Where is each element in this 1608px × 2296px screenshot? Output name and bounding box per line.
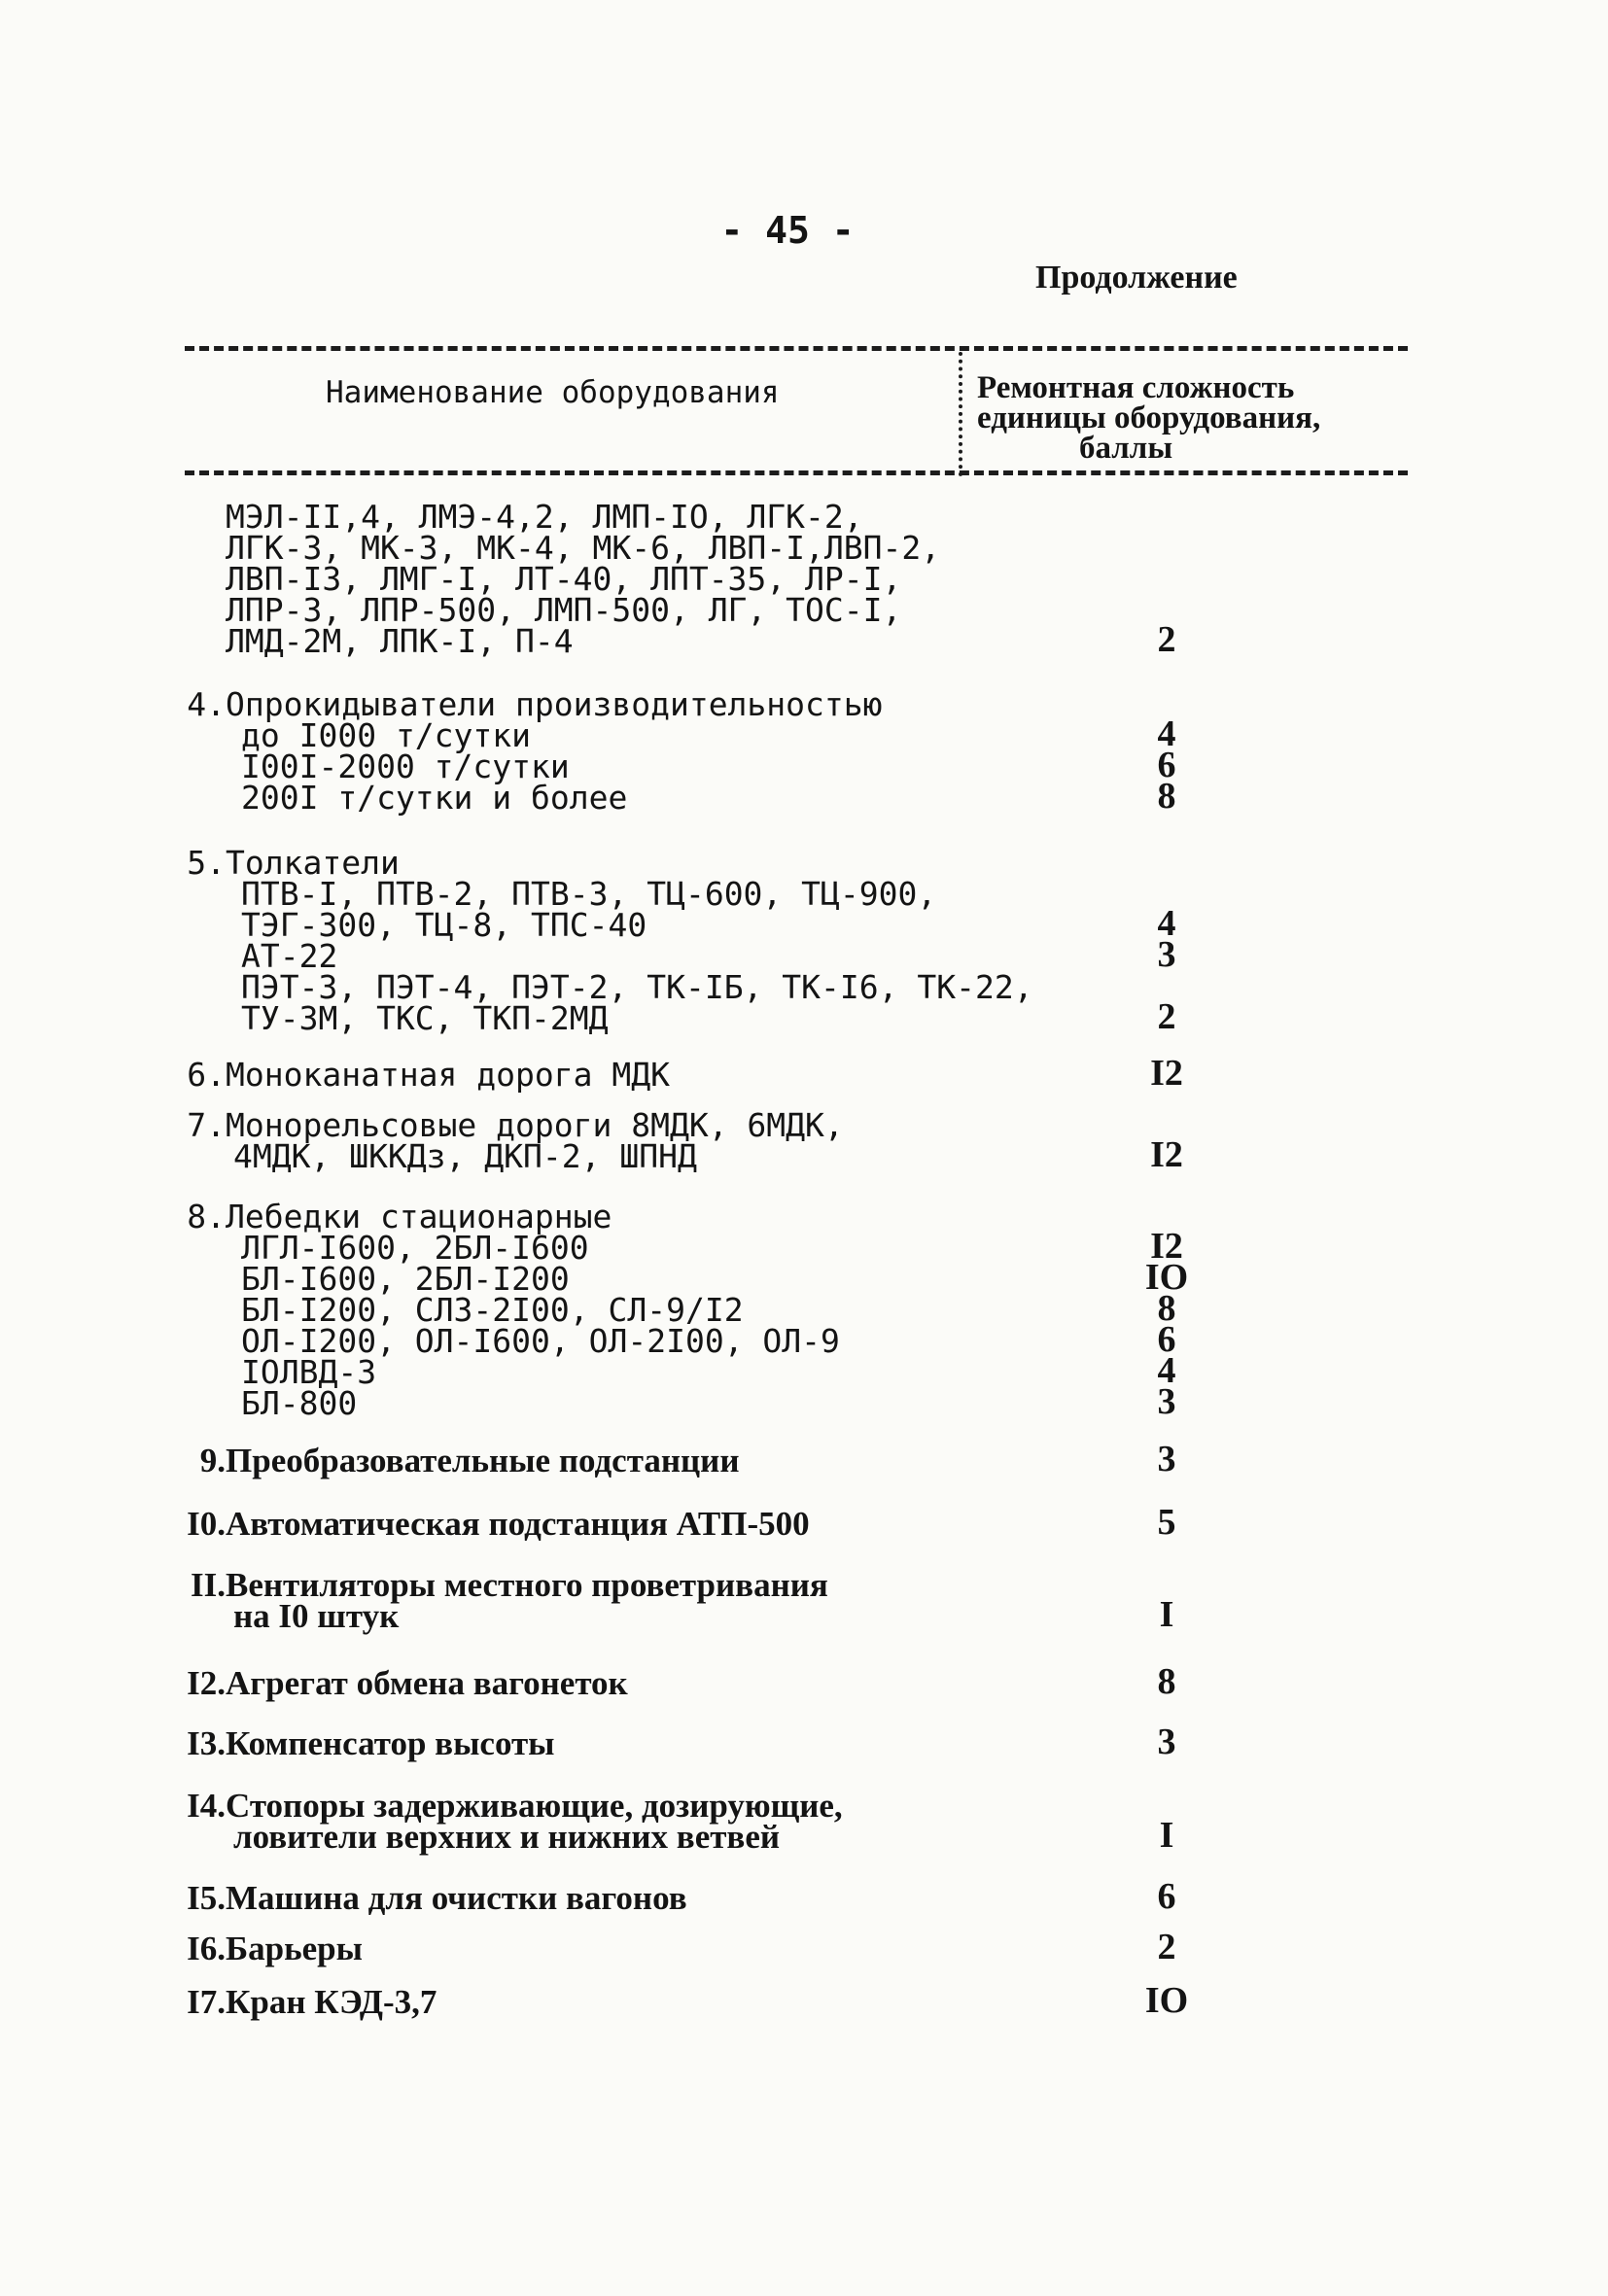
equipment-name <box>226 1056 1042 1094</box>
header-complexity-line: баллы <box>1079 431 1173 466</box>
equipment-name-line: I00I-2000 т/сутки <box>241 748 570 785</box>
complexity-value: 8 <box>1157 1288 1176 1329</box>
equipment-name-line: на I0 штук <box>233 1597 400 1635</box>
complexity-value: 3 <box>1157 1439 1176 1479</box>
equipment-name-line: IОЛВД-3 <box>241 1353 377 1391</box>
complexity-value: 8 <box>1157 1661 1176 1702</box>
equipment-name-line: Агрегат обмена вагонеток <box>226 1664 628 1702</box>
equipment-name-line: Монорельсовые дороги 8МДК, 6МДК, <box>226 1106 844 1144</box>
complexity-value: 2 <box>1157 619 1176 660</box>
equipment-name-line: Компенсатор высоты <box>226 1724 555 1762</box>
item-number: 8. <box>187 1198 226 1235</box>
equipment-name <box>226 1198 1042 1422</box>
equipment-name <box>226 498 1042 660</box>
equipment-name <box>226 1724 1042 1762</box>
complexity-value: 6 <box>1157 1876 1176 1917</box>
equipment-name <box>226 1983 1042 2021</box>
item-number: I2. <box>187 1664 226 1702</box>
complexity-value: 6 <box>1157 745 1176 785</box>
complexity-value: I2 <box>1150 1226 1183 1267</box>
item-number: 9. <box>199 1442 226 1479</box>
equipment-name-line: Вентиляторы местного проветривания <box>226 1566 828 1604</box>
header-complexity-line: Ремонтная сложность <box>977 370 1295 405</box>
table-header-rule <box>185 470 1408 475</box>
column-separator <box>959 352 962 476</box>
item-number: I7. <box>187 1983 226 2021</box>
equipment-name-line: МЭЛ-II,4, ЛМЭ-4,2, ЛМП-IO, ЛГК-2, <box>226 498 863 536</box>
equipment-name-line: БЛ-800 <box>241 1384 358 1422</box>
complexity-value: 4 <box>1157 1350 1176 1391</box>
item-number: I5. <box>187 1879 226 1917</box>
equipment-name-line: Преобразовательные подстанции <box>226 1442 740 1479</box>
complexity-value: 8 <box>1157 776 1176 817</box>
item-number: II. <box>191 1566 226 1604</box>
equipment-name-line: ЛМД-2М, ЛПК-I, П-4 <box>226 622 574 660</box>
equipment-name <box>226 1879 1042 1917</box>
equipment-name-line: ловители верхних и нижних ветвей <box>233 1818 781 1856</box>
item-number: I4. <box>187 1787 226 1825</box>
item-number: 5. <box>187 844 226 882</box>
complexity-value: I <box>1159 1594 1174 1635</box>
equipment-name-line: Стопоры задерживающие, дозирующие, <box>226 1787 843 1825</box>
equipment-name-line: ЛВП-I3, ЛМГ-I, ЛТ-40, ЛПТ-35, ЛР-I, <box>226 560 902 598</box>
complexity-value: 6 <box>1157 1319 1176 1360</box>
equipment-name-line: 200I т/сутки и более <box>241 779 628 817</box>
equipment-name-line: Моноканатная дорога МДК <box>226 1056 670 1094</box>
equipment-name-line: Машина для очистки вагонов <box>226 1879 687 1917</box>
equipment-name-line: до I000 т/сутки <box>241 716 532 754</box>
complexity-value: 2 <box>1157 996 1176 1037</box>
complexity-value: 2 <box>1157 1927 1176 1967</box>
complexity-value: 3 <box>1157 1381 1176 1422</box>
equipment-name-line: АТ-22 <box>241 937 338 975</box>
equipment-name <box>226 1505 1042 1543</box>
equipment-name <box>226 1664 1042 1702</box>
equipment-name-line: ЛПР-3, ЛПР-500, ЛМП-500, ЛГ, ТОС-I, <box>226 591 902 629</box>
equipment-name <box>226 1930 1042 1967</box>
item-number: I3. <box>187 1724 226 1762</box>
equipment-name <box>226 685 1042 817</box>
table-top-rule <box>185 346 1408 351</box>
equipment-name-line: ЛГЛ-I600, 2БЛ-I600 <box>241 1229 589 1267</box>
equipment-name-line: Кран КЭД-3,7 <box>226 1983 437 2021</box>
equipment-name <box>226 1106 1042 1175</box>
equipment-name-line: ТУ-3М, ТКС, ТКП-2МД <box>241 999 609 1037</box>
complexity-value: I2 <box>1150 1053 1183 1094</box>
equipment-name <box>226 1787 1042 1856</box>
header-equipment-name: Наименование оборудования <box>326 375 780 410</box>
page-number: - 45 - <box>720 209 855 252</box>
item-number: I6. <box>187 1930 226 1967</box>
item-number: 6. <box>187 1056 226 1094</box>
item-number: 7. <box>187 1106 226 1144</box>
continuation-label: Продолжение <box>1035 260 1238 296</box>
equipment-name-line: Барьеры <box>226 1930 363 1967</box>
complexity-value: I <box>1159 1815 1174 1856</box>
complexity-value: 5 <box>1157 1502 1176 1543</box>
complexity-value: 4 <box>1157 713 1176 754</box>
complexity-value: 3 <box>1157 934 1176 975</box>
item-number: I0. <box>187 1505 226 1543</box>
equipment-name-line: Толкатели <box>226 844 400 882</box>
item-number: 4. <box>187 685 226 723</box>
complexity-value: 4 <box>1157 903 1176 944</box>
equipment-name-line: БЛ-I600, 2БЛ-I200 <box>241 1260 570 1298</box>
equipment-name <box>226 1442 1042 1479</box>
equipment-name-line: ОЛ-I200, ОЛ-I600, ОЛ-2I00, ОЛ-9 <box>241 1322 840 1360</box>
complexity-value: 3 <box>1157 1722 1176 1762</box>
equipment-name-line: БЛ-I200, СЛЗ-2I00, СЛ-9/I2 <box>241 1291 744 1329</box>
header-repair-complexity <box>977 370 1321 466</box>
equipment-name-line: ТЭГ-300, ТЦ-8, ТПС-40 <box>241 906 647 944</box>
equipment-name-line: Лебедки стационарные <box>226 1198 612 1235</box>
complexity-value: IO <box>1144 1980 1189 2021</box>
complexity-value: IO <box>1144 1257 1189 1298</box>
equipment-name-line: ПТВ-I, ПТВ-2, ПТВ-3, ТЦ-600, ТЦ-900, <box>241 875 937 913</box>
complexity-value: I2 <box>1150 1134 1183 1175</box>
equipment-name-line: ЛГК-3, МК-3, МК-4, МК-6, ЛВП-I,ЛВП-2, <box>226 529 941 567</box>
equipment-name <box>226 844 1042 1037</box>
header-complexity-line: единицы оборудования, <box>977 400 1321 435</box>
equipment-name-line: 4МДК, ШККДз, ДКП-2, ШПНД <box>233 1137 697 1175</box>
equipment-name-line: ПЭТ-3, ПЭТ-4, ПЭТ-2, ТК-IБ, ТК-I6, ТК-22, <box>241 968 1033 1006</box>
equipment-name-line: Автоматическая подстанция АТП-500 <box>226 1505 810 1543</box>
equipment-name <box>226 1566 1042 1635</box>
equipment-name-line: Опрокидыватели производительностью <box>226 685 883 723</box>
